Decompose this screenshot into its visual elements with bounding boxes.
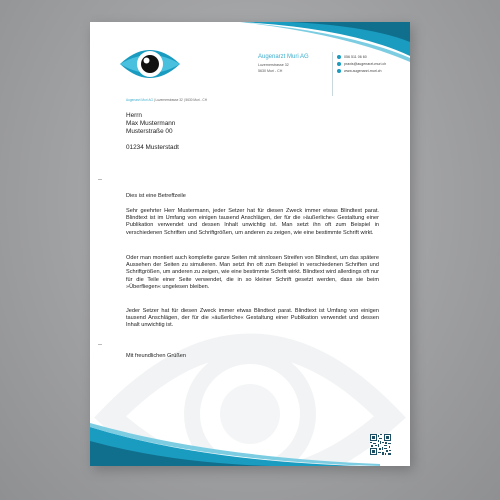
recipient-salutation: Herrn xyxy=(126,112,142,119)
contact-phone xyxy=(337,54,367,60)
letter-paragraph: Jeder Setzer hat für diesen Zweck immer etwas Blindtext parat. Blindtext ist Umfang von einigen tausend Anschlägen, der für die »äußerliche« Gestaltung einer Publikation verwendet und dessen Inhalt unwichtig ist. xyxy=(126,308,379,329)
letter-subject: Dies ist eine Betreffzeile xyxy=(126,193,186,199)
letter-closing: Mit freundlichen Grüßen xyxy=(126,353,187,359)
letter-paragraph: Oder man montiert auch komplette ganze Seiten mit sinnlosen Streifen von Blindtext, um das spätere Aussehen der Seiten zu simulieren. Man setzt ihn oft zum Beispiel in verschiedenen Schriften und Schriftgrößen, um anderen zu zeigen, wie eine bestimmte Schrift wirkt. Blindtext wird allerdings oft nur für die Teile einer Seite verwendet, die in so kleiner Schrift gesetzt werden, dass sie beim »Überfliegen« ungelesen bleiben. xyxy=(126,255,379,290)
footer-wave xyxy=(90,417,410,466)
qr-code-icon xyxy=(370,434,391,455)
sender-company: Augenarzt Muri AG xyxy=(126,98,153,102)
recipient-name: Max Mustermann xyxy=(126,120,176,127)
fold-mark xyxy=(98,179,102,180)
contact-email xyxy=(337,61,386,67)
eye-icon xyxy=(118,44,182,84)
watermark-eye-icon xyxy=(90,22,410,466)
company-street: Luzernerstrasse 32 xyxy=(258,63,289,67)
recipient-city: 01234 Musterstadt xyxy=(126,144,179,151)
email-icon xyxy=(337,62,341,66)
contact-web xyxy=(337,68,382,74)
header-divider xyxy=(332,52,333,96)
recipient-street: Musterstraße 00 xyxy=(126,128,173,135)
letterhead-page xyxy=(90,22,410,466)
contact-web-text: www.augenarzt-muri.ch xyxy=(344,69,382,73)
letter-paragraph: Sehr geehrter Herr Mustermann, jeder Setzer hat für diesen Zweck immer etwas Blindtext parat. Blindtext ist im Umfang von einigen tausend Anschlägen, der für die »äußerliche« Gestaltung einer Publikation verwendet und dessen Inhalt unwichtig ist. Man setzt ihn oft zum Beispiel in verschiedenen Schriften und Schriftgrößen, um anderen zu zeigen, wie eine bestimmte Schrift wirkt. xyxy=(126,208,379,236)
phone-icon xyxy=(337,55,341,59)
fold-mark xyxy=(98,344,102,345)
contact-email-text: praxis@augenarzt-muri.ch xyxy=(344,62,387,66)
sender-line xyxy=(126,98,207,102)
company-name: Augenarzt Muri AG xyxy=(258,54,309,60)
globe-icon xyxy=(337,69,341,73)
company-city: 5630 Muri - CH xyxy=(258,69,283,73)
contact-phone-text: 056 511 06 60 xyxy=(344,55,367,59)
sender-address: | Luzernerstrasse 32 | 5630 Muri - CH xyxy=(153,98,208,102)
